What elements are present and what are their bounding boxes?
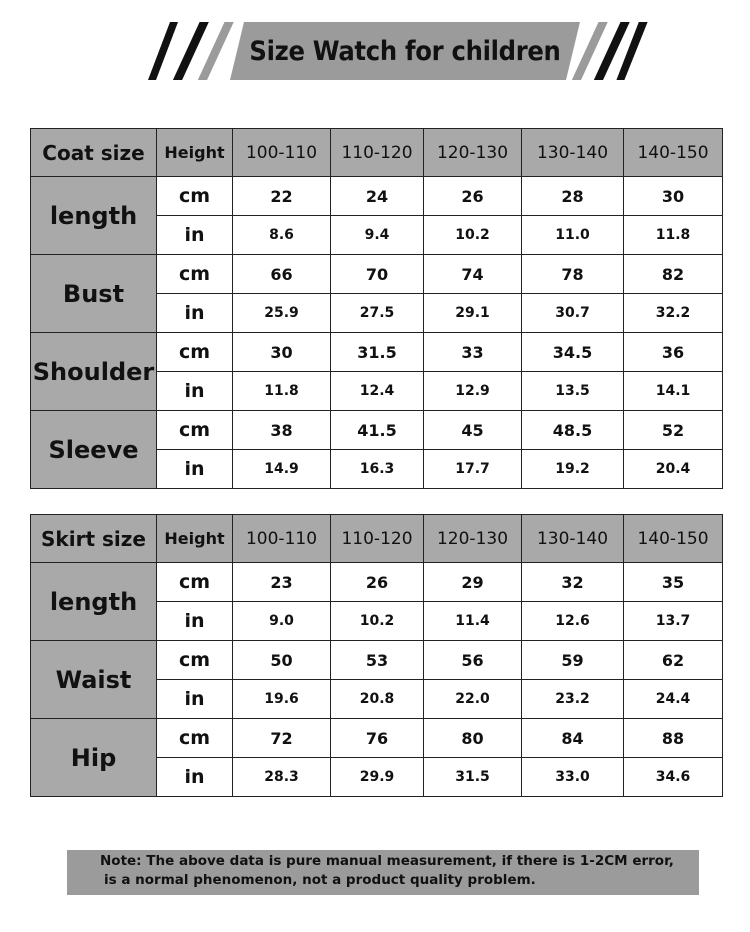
measurement-value: 84 (522, 719, 624, 758)
measurement-value: 10.2 (331, 602, 424, 641)
measurement-value: 66 (233, 255, 331, 294)
measurement-value: 13.7 (624, 602, 723, 641)
coat-row-bust-cm (31, 255, 723, 294)
coat-header-row (31, 129, 723, 177)
measurement-name: length (31, 563, 157, 641)
measurement-value: 12.6 (522, 602, 624, 641)
measurement-value: 11.4 (424, 602, 522, 641)
unit-label: cm (157, 719, 233, 758)
unit-label: in (157, 450, 233, 489)
coat-size-label: Coat size (31, 129, 157, 177)
measurement-value: 70 (331, 255, 424, 294)
unit-label: cm (157, 177, 233, 216)
measurement-value: 35 (624, 563, 723, 602)
measurement-value: 34.6 (624, 758, 723, 797)
unit-label: in (157, 680, 233, 719)
measurement-value: 76 (331, 719, 424, 758)
measurement-value: 13.5 (522, 372, 624, 411)
measurement-value: 22.0 (424, 680, 522, 719)
unit-label: cm (157, 333, 233, 372)
measurement-value: 33.0 (522, 758, 624, 797)
measurement-value: 82 (624, 255, 723, 294)
measurement-value: 28.3 (233, 758, 331, 797)
note-line-1: Note: The above data is pure manual measurement, if there is 1-2CM error, (100, 853, 674, 869)
measurement-name: Waist (31, 641, 157, 719)
height-label: Height (157, 129, 233, 177)
measurement-value: 14.1 (624, 372, 723, 411)
measurement-value: 32 (522, 563, 624, 602)
measurement-value: 29.9 (331, 758, 424, 797)
measurement-value: 9.0 (233, 602, 331, 641)
coat-row-length-cm (31, 177, 723, 216)
measurement-value: 38 (233, 411, 331, 450)
measurement-value: 52 (624, 411, 723, 450)
measurement-value: 88 (624, 719, 723, 758)
measurement-value: 36 (624, 333, 723, 372)
coat-size-table (30, 128, 723, 489)
measurement-value: 50 (233, 641, 331, 680)
measurement-value: 24 (331, 177, 424, 216)
skirt-row-hip-cm (31, 719, 723, 758)
measurement-value: 41.5 (331, 411, 424, 450)
measurement-value: 45 (424, 411, 522, 450)
measurement-value: 11.0 (522, 216, 624, 255)
measurement-value: 34.5 (522, 333, 624, 372)
unit-label: in (157, 602, 233, 641)
measurement-value: 23.2 (522, 680, 624, 719)
measurement-value: 26 (331, 563, 424, 602)
measurement-value: 14.9 (233, 450, 331, 489)
height-range: 130-140 (522, 515, 624, 563)
coat-row-sleeve-cm (31, 411, 723, 450)
measurement-value: 72 (233, 719, 331, 758)
height-range: 110-120 (331, 515, 424, 563)
unit-label: in (157, 758, 233, 797)
height-range: 120-130 (424, 129, 522, 177)
measurement-value: 8.6 (233, 216, 331, 255)
measurement-value: 12.9 (424, 372, 522, 411)
note-box (67, 850, 699, 895)
height-range: 100-110 (233, 515, 331, 563)
measurement-value: 30.7 (522, 294, 624, 333)
measurement-value: 31.5 (424, 758, 522, 797)
unit-label: cm (157, 641, 233, 680)
measurement-value: 11.8 (624, 216, 723, 255)
height-range: 120-130 (424, 515, 522, 563)
measurement-value: 32.2 (624, 294, 723, 333)
measurement-value: 10.2 (424, 216, 522, 255)
unit-label: in (157, 294, 233, 333)
measurement-value: 53 (331, 641, 424, 680)
coat-row-shoulder-cm (31, 333, 723, 372)
unit-label: cm (157, 411, 233, 450)
page-title: Size Watch for children (249, 35, 561, 67)
height-label: Height (157, 515, 233, 563)
measurement-value: 20.4 (624, 450, 723, 489)
stripe-mark (172, 22, 218, 80)
measurement-value: 29.1 (424, 294, 522, 333)
measurement-value: 12.4 (331, 372, 424, 411)
measurement-value: 19.6 (233, 680, 331, 719)
measurement-value: 48.5 (522, 411, 624, 450)
measurement-value: 33 (424, 333, 522, 372)
measurement-name: Sleeve (31, 411, 157, 489)
height-range: 110-120 (331, 129, 424, 177)
height-range: 100-110 (233, 129, 331, 177)
measurement-value: 74 (424, 255, 522, 294)
measurement-value: 25.9 (233, 294, 331, 333)
measurement-value: 23 (233, 563, 331, 602)
skirt-row-length-cm (31, 563, 723, 602)
measurement-value: 30 (233, 333, 331, 372)
measurement-value: 17.7 (424, 450, 522, 489)
measurement-value: 24.4 (624, 680, 723, 719)
unit-label: cm (157, 255, 233, 294)
height-range: 130-140 (522, 129, 624, 177)
height-range: 140-150 (624, 129, 723, 177)
measurement-value: 16.3 (331, 450, 424, 489)
measurement-value: 19.2 (522, 450, 624, 489)
measurement-value: 80 (424, 719, 522, 758)
measurement-value: 78 (522, 255, 624, 294)
measurement-value: 30 (624, 177, 723, 216)
measurement-name: length (31, 177, 157, 255)
measurement-name: Bust (31, 255, 157, 333)
skirt-size-table (30, 514, 723, 797)
measurement-value: 62 (624, 641, 723, 680)
measurement-value: 59 (522, 641, 624, 680)
skirt-header-row (31, 515, 723, 563)
unit-label: cm (157, 563, 233, 602)
unit-label: in (157, 372, 233, 411)
measurement-value: 31.5 (331, 333, 424, 372)
measurement-value: 28 (522, 177, 624, 216)
measurement-value: 56 (424, 641, 522, 680)
measurement-name: Hip (31, 719, 157, 797)
measurement-name: Shoulder (31, 333, 157, 411)
measurement-value: 22 (233, 177, 331, 216)
measurement-value: 20.8 (331, 680, 424, 719)
measurement-value: 9.4 (331, 216, 424, 255)
note-line-2: is a normal phenomenon, not a product quality problem. (104, 872, 536, 888)
skirt-size-label: Skirt size (31, 515, 157, 563)
measurement-value: 11.8 (233, 372, 331, 411)
skirt-row-waist-cm (31, 641, 723, 680)
height-range: 140-150 (624, 515, 723, 563)
measurement-value: 26 (424, 177, 522, 216)
measurement-value: 27.5 (331, 294, 424, 333)
unit-label: in (157, 216, 233, 255)
measurement-value: 29 (424, 563, 522, 602)
